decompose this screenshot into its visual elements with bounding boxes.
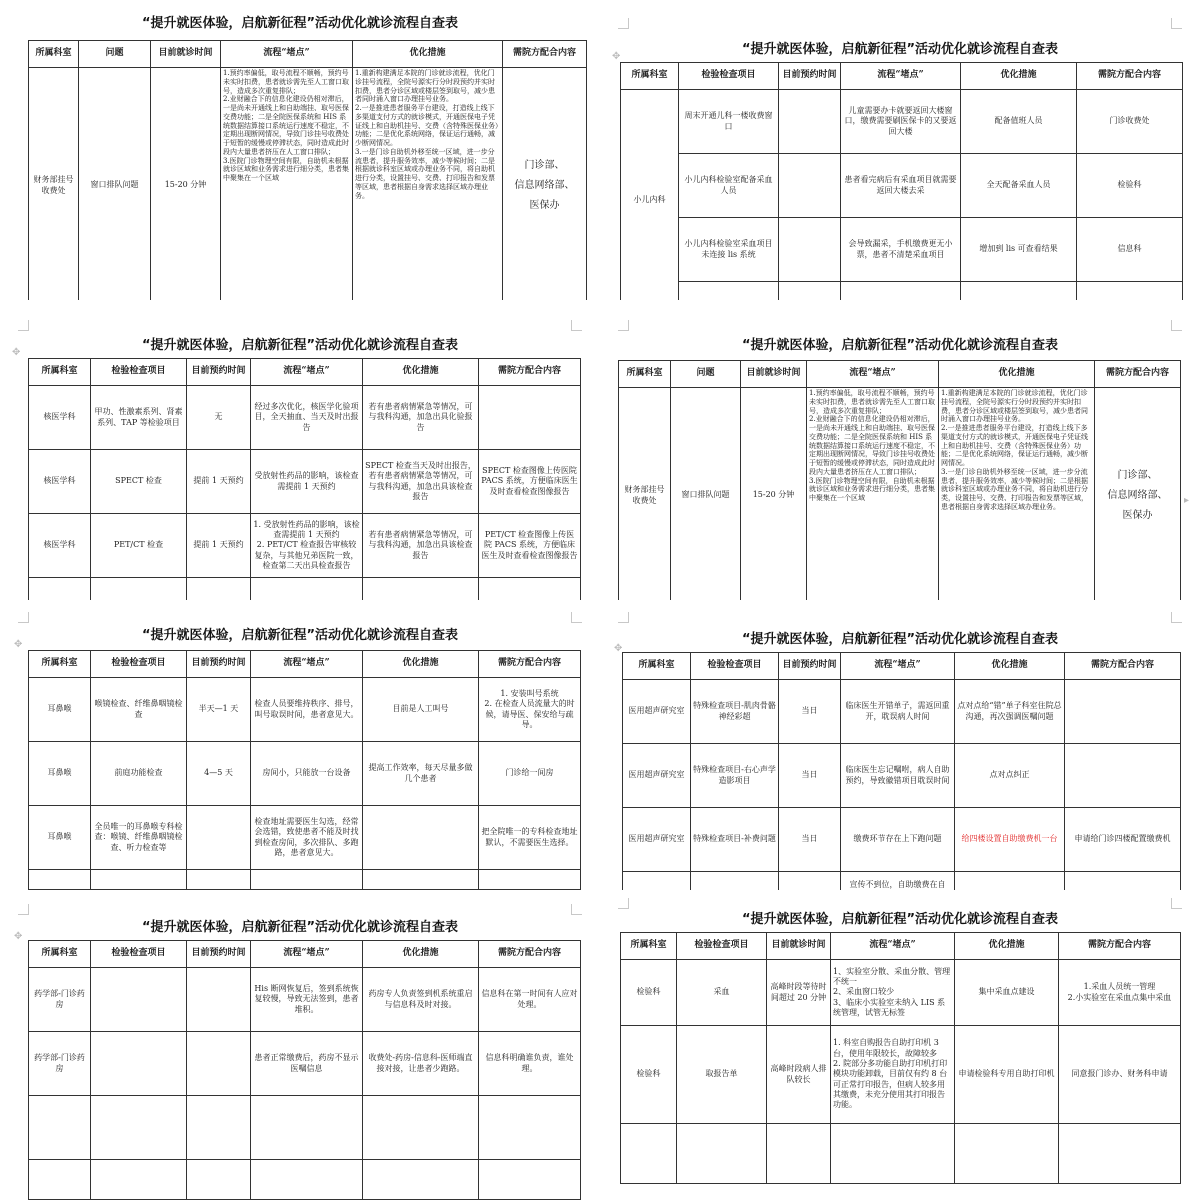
header-cell: 流程“堵点”	[807, 361, 939, 388]
table-row	[29, 450, 581, 514]
self-check-table	[28, 940, 581, 1200]
header-cell: 流程“堵点”	[251, 651, 363, 678]
block-cell: 缴费环节存在上下跑问题	[841, 808, 955, 872]
measure-cell: 目前是人工叫号	[363, 678, 479, 742]
block-cell: 检查人员要维持秩序、排号，叫号取误时间，患者意见大。	[251, 678, 363, 742]
page-title: “提升就医体验，启航新征程”活动优化就诊流程自查表	[141, 16, 459, 31]
block-cell: 患者看完病后有采血项目就需要返回大楼去采	[841, 154, 961, 218]
table-row	[621, 1026, 1181, 1124]
panel-ent: ✥ “提升就医体验，启航新征程”活动优化就诊流程自查表 所属科室 检验检查项目 目前预约时间 流程“堵点” 优化措施 需院方配合内容 耳鼻喉 喉镜检查、纤维鼻咽镜检查 半天—1 天 检查人员要维持秩序、排号，叫号取误时间，患者意见大。 目前是人工叫号 1. 安装叫号系统 2. 在检查人员流量大的时候，请导医、保安给与疏导。 耳鼻喉 前庭功能检查 4—5 天 房间小，只能放一台设备 提高工作效率，每天尽量多做几个患者 门诊给一间房 耳鼻喉 全员唯一的耳鼻喉专科检查：喉镜、纤维鼻咽镜检查、听力检查等 检查地址需要医生勾选，经常会选错，致使患者不能及时找到检查房间，多次排队、多跑路，患者意见大。 把全院唯一的专科检查地址默认，不需要医生选择。	[0, 600, 600, 890]
self-check-table	[622, 652, 1181, 892]
page-title: “提升就医体验，启航新征程”活动优化就诊流程自查表	[141, 920, 459, 935]
header-cell: 目前预约时间	[187, 651, 251, 678]
header-cell: 所属科室	[619, 361, 671, 388]
header-cell: 目前预约时间	[779, 653, 841, 680]
dept-cell: 检验科	[621, 960, 677, 1026]
table-row	[29, 68, 587, 304]
measure-cell: 药房专人负责签到机系统重启与信息科及时对接。	[363, 968, 479, 1032]
header-cell: 优化措施	[363, 941, 479, 968]
header-cell: 检验检查项目	[679, 63, 779, 90]
time-cell: 无	[187, 386, 251, 450]
header-cell: 检验检查项目	[91, 941, 187, 968]
coop-cell: 门诊部、 信息网络部、 医保办	[503, 68, 587, 304]
time-cell	[187, 1032, 251, 1096]
dept-cell: 核医学科	[29, 514, 91, 578]
coop-cell: PET/CT 检查图像上传医院 PACS 系统，方便临床医生及时查看检查图像报告	[479, 514, 581, 578]
time-cell: 高峰时段病人排队较长	[767, 1026, 831, 1124]
header-cell: 所属科室	[621, 933, 677, 960]
time-cell: 提前 1 天预约	[187, 450, 251, 514]
header-cell: 流程“堵点”	[251, 941, 363, 968]
measure-cell: 点对点纠正	[955, 744, 1065, 808]
table-row	[29, 1096, 581, 1160]
coop-cell: 检验科	[1077, 154, 1183, 218]
table-row	[29, 968, 581, 1032]
header-cell: 需院方配合内容	[503, 41, 587, 68]
header-cell: 流程“堵点”	[841, 63, 961, 90]
header-cell: 需院方配合内容	[479, 359, 581, 386]
block-cell: 1.预约率偏低，取号流程不顺畅，预约号未实时扣费，患者就诊需先至人工窗口取号，造成多次重复排队； 2.业财融合下的信息化建设仍相对滞后，一是尚未开通线上和自助端挂、取号医保交费功能；二是全院医保系统和 HIS 系统数据结算接口系统运行速度不稳定，不定期出现断网情况，导致门诊挂号收费处于短暂的缓慢或停滞状态，同时造成此时段内大量患者挤压在人工窗口排队； 3.医院门诊物理空间有限，自助机未根据就诊区域和业务需求进行细分类，患者集中聚集在一个区域	[807, 388, 939, 604]
page-title: “提升就医体验，启航新征程”活动优化就诊流程自查表	[741, 632, 1059, 647]
time-cell	[779, 90, 841, 154]
header-cell: 流程“堵点”	[841, 653, 955, 680]
page-title: “提升就医体验，启航新征程”活动优化就诊流程自查表	[741, 42, 1059, 57]
measure-cell: 点对点给“错”单子科室住院总沟通，再次强调医嘱问题	[955, 680, 1065, 744]
page-title: “提升就医体验，启航新征程”活动优化就诊流程自查表	[141, 338, 459, 353]
self-check-table	[28, 650, 581, 890]
table-header-row	[29, 359, 581, 386]
block-cell: 经过多次优化，核医学化验项目，全天抽血、当天及时出报告	[251, 386, 363, 450]
header-cell: 优化措施	[363, 359, 479, 386]
panel-registration-top	[0, 0, 600, 300]
dept-cell: 核医学科	[29, 450, 91, 514]
table-header-row	[29, 941, 581, 968]
block-cell: 1. 受放射性药品的影响，该检查需提前 1 天预约 2. PET/CT 检查报告审核较复杂，与其他兄弟医院一致，检查第二天出具检查报告	[251, 514, 363, 578]
time-cell: 高峰时段等待时间超过 20 分钟	[767, 960, 831, 1026]
header-cell: 需院方配合内容	[479, 651, 581, 678]
item-cell: 前庭功能检查	[91, 742, 187, 806]
header-cell: 需院方配合内容	[1065, 653, 1181, 680]
time-cell: 15-20 分钟	[151, 68, 221, 304]
item-cell: PET/CT 检查	[91, 514, 187, 578]
header-cell: 检验检查项目	[691, 653, 779, 680]
block-cell: 会导致漏采，手机缴费更无小票，患者不清楚采血项目	[841, 218, 961, 282]
table-row	[621, 90, 1183, 154]
coop-cell: 把全院唯一的专科检查地址默认，不需要医生选择。	[479, 806, 581, 870]
measure-cell: 1.重新构建满足本院的门诊就诊流程，优化门诊挂号流程，全院号源实行分时段预约并实时扣费，患者分诊区域或楼层签到取号，减少患者同时涌入窗口办理挂号业务。 2.一是推进患者服务平台建设，打造线上线下多渠道支付方式的就诊模式，开通医保电子凭证线上和自助机挂号、交费（含特殊医保业务）功能；二是优化系统网络，保证运行通畅，减少断网情况。 3.一是门诊自助机外移至统一区域，进一步分流患者，提升服务效率，减少等候时间；二是根据就诊科室区域或办理业务不同，将自助机进行分类，设置挂号、交费、打印报告和发票等区域，患者根据自身需求选择区域办理业务。	[353, 68, 503, 304]
header-cell: 流程“堵点”	[831, 933, 955, 960]
measure-cell: 若有患者病情紧急等情况，可与我科沟通，加急出具化验报告	[363, 386, 479, 450]
header-cell: 需院方配合内容	[1095, 361, 1181, 388]
table-row	[621, 1124, 1181, 1184]
measure-cell: 申请检验科专用自助打印机	[955, 1026, 1059, 1124]
block-cell: 1、实验室分散、采血分散、管理不统一 2、采血窗口较少 3、临床小实验室未纳入 LIS 系统管理，试管无标签	[831, 960, 955, 1026]
measure-cell: 1.重新构建满足本院的门诊就诊流程，优化门诊挂号流程，全院号源实行分时段预约并实时扣费，患者分诊区域或楼层签到取号，减少患者同时涌入窗口办理挂号业务。 2.一是推进患者服务平台建设，打造线上线下多渠道支付方式的就诊模式，开通医保电子凭证线上和自助机挂号、交费（含特殊医保业务）功能；二是优化系统网络，保证运行通畅，减少断网情况。 3.一是门诊自助机外移至统一区域，进一步分流患者，提升服务效率，减少等候时间；二是根据就诊科室区域或办理业务不同，将自助机进行分类，设置挂号、交费、打印报告和发票等区域，患者根据自身需求选择区域办理业务。	[939, 388, 1095, 604]
table-header-row	[619, 361, 1181, 388]
table-row	[623, 808, 1181, 872]
coop-cell: 信息科明确谁负责，谁处理。	[479, 1032, 581, 1096]
header-cell: 需院方配合内容	[1059, 933, 1181, 960]
header-cell: 目前预约时间	[779, 63, 841, 90]
measure-cell: 给四楼设置自助缴费机一台	[955, 808, 1065, 872]
dept-cell: 耳鼻喉	[29, 806, 91, 870]
time-cell	[187, 806, 251, 870]
time-cell: 15-20 分钟	[741, 388, 807, 604]
header-cell: 目前就诊时间	[151, 41, 221, 68]
self-check-table	[620, 62, 1183, 312]
dept-cell: 医用超声研究室	[623, 680, 691, 744]
header-cell: 所属科室	[29, 41, 79, 68]
header-cell: 目前就诊时间	[741, 361, 807, 388]
header-cell: 检验检查项目	[677, 933, 767, 960]
header-cell: 所属科室	[29, 359, 91, 386]
item-cell: 特殊检查项目-肌肉骨骼神经彩超	[691, 680, 779, 744]
block-cell: His 断网恢复后，签到系统恢复较慢，导致无法签到，患者堆积。	[251, 968, 363, 1032]
measure-cell: 全天配备采血人员	[961, 154, 1077, 218]
block-cell: 1.预约率偏低，取号流程不顺畅，预约号未实时扣费，患者就诊需先至人工窗口取号，造成多次重复排队； 2.业财融合下的信息化建设仍相对滞后，一是尚未开通线上和自助端挂、取号医保交费功能；二是全院医保系统和 HIS 系统数据结算接口系统运行速度不稳定，不定期出现断网情况，导致门诊挂号收费处于短暂的缓慢或停滞状态，同时造成此时段内大量患者挤压在人工窗口排队； 3.医院门诊物理空间有限，自助机未根据就诊区域和业务需求进行细分类，患者集中聚集在一个区域	[221, 68, 353, 304]
item-cell: SPECT 检查	[91, 450, 187, 514]
table-row	[621, 154, 1183, 218]
time-cell: 4—5 天	[187, 742, 251, 806]
header-cell: 所属科室	[29, 941, 91, 968]
page-title: “提升就医体验，启航新征程”活动优化就诊流程自查表	[141, 628, 459, 643]
header-cell: 目前预约时间	[187, 941, 251, 968]
self-check-table	[28, 358, 581, 608]
measure-cell	[363, 806, 479, 870]
header-cell: 优化措施	[939, 361, 1095, 388]
time-cell: 当日	[779, 680, 841, 744]
panel-pharmacy: ✥ “提升就医体验，启航新征程”活动优化就诊流程自查表 所属科室 检验检查项目 目前预约时间 流程“堵点” 优化措施 需院方配合内容 药学部-门诊药房 His 断网恢复后，签到系统恢复较慢，导致无法签到，患者堆积。 药房专人负责签到机系统重启与信息科及时对接。 信息科在第一时间有人应对处理。 药学部-门诊药房 患者正常缴费后，药房不显示医嘱信息 收费处-药房-信息科-医师端直接对接，让患者少跑路。 信息科明确谁负责，谁处理。	[0, 890, 600, 1200]
self-check-table	[618, 360, 1181, 604]
dept-cell: 耳鼻喉	[29, 678, 91, 742]
self-check-table	[28, 40, 587, 304]
issue-cell: 窗口排队问题	[79, 68, 151, 304]
panel-registration: “提升就医体验，启航新征程”活动优化就诊流程自查表 ▸ 所属科室 问题 目前就诊时间 流程“堵点” 优化措施 需院方配合内容 财务部挂号收费处 窗口排队问题 15-20 分钟 1.预约率偏低，取号流程不顺畅，预约号未实时扣费，患者就诊需先至人工窗口取号，造成多次重复排队； 2.业财融合下的信息化建设仍相对滞后，一是尚未开通线上和自助端挂、取号医保交费功能；二是全院医保系统和 HIS 系统数据结算接口系统运行速度不稳定，不定期出现断网情况，导致门诊挂号收费处于短暂的缓慢或停滞状态，同时造成此时段内大量患者挤压在人工窗口排队； 3.医院门诊物理空间有限，自助机未根据就诊区域和业务需求进行细分类，患者集中聚集在一个区域 1.重新构建满足本院的门诊就诊流程，优化门诊挂号流程，全院号源实行分时段预约并实时扣费，患者分诊区域或楼层签到取号，减少患者同时涌入窗口办理挂号业务。 2.一是推进患者服务平台建设，打造线上线下多渠道支付方式的就诊模式，开通医保电子凭证线上和自助机挂号、交费（含特殊医保业务）功能；二是优化系统网络，保证运行通畅，减少断网情况。 3.一是门诊自助机外移至统一区域，进一步分流患者，提升服务效率，减少等候时间；二是根据就诊科室区域或办理业务不同，将自助机进行分类，设置挂号、交费、打印报告和发票等区域，患者根据自身需求选择区域办理业务。 门诊部、 信息网络部、 医保办	[600, 300, 1200, 600]
self-check-table	[620, 932, 1181, 1184]
block-cell: 房间小，只能放一台设备	[251, 742, 363, 806]
table-row	[623, 680, 1181, 744]
item-cell	[91, 1032, 187, 1096]
page-title: “提升就医体验，启航新征程”活动优化就诊流程自查表	[741, 912, 1059, 927]
block-cell: 临床医生开错单子，需返回重开，耽误病人时间	[841, 680, 955, 744]
coop-cell: 1. 安装叫号系统 2. 在检查人员流量大的时候，请导医、保安给与疏导。	[479, 678, 581, 742]
measure-cell: 提高工作效率，每天尽量多做几个患者	[363, 742, 479, 806]
table-row	[29, 678, 581, 742]
coop-cell	[1065, 680, 1181, 744]
measure-cell: 收费处-药房-信息科-医师端直接对接，让患者少跑路。	[363, 1032, 479, 1096]
block-cell: 临床医生忘记嘱咐，病人自助预约，导致徽错项目耽误时间	[841, 744, 955, 808]
header-cell: 检验检查项目	[91, 651, 187, 678]
page-title: “提升就医体验，启航新征程”活动优化就诊流程自查表	[741, 338, 1059, 353]
header-cell: 优化措施	[955, 653, 1065, 680]
header-cell: 优化措施	[955, 933, 1059, 960]
item-cell: 周末开通儿科一楼收费窗口	[679, 90, 779, 154]
coop-cell: SPECT 检查图像上传医院 PACS 系统，方便临床医生及时查看检查图像报告	[479, 450, 581, 514]
coop-cell: 信息科	[1077, 218, 1183, 282]
coop-cell: 1.采血人员统一管理 2.小实验室在采血点集中采血	[1059, 960, 1181, 1026]
table-row	[29, 386, 581, 450]
coop-cell: 同意报门诊办、财务科申请	[1059, 1026, 1181, 1124]
issue-cell: 窗口排队问题	[671, 388, 741, 604]
table-row	[621, 218, 1183, 282]
dept-cell: 耳鼻喉	[29, 742, 91, 806]
header-cell: 流程“堵点”	[251, 359, 363, 386]
time-cell	[779, 154, 841, 218]
time-cell	[779, 218, 841, 282]
coop-cell: 门诊收费处	[1077, 90, 1183, 154]
coop-cell	[479, 386, 581, 450]
table-header-row	[623, 653, 1181, 680]
block-cell: 1. 科室自购报告自助打印机 3 台，使用年限较长，故障较多 2. 院部分多功能自助打印机打印模块功能卸载，目前仅有约 8 台可正常打印报告，但病人较多用其缴费，未充分使用其打印报告功能。	[831, 1026, 955, 1124]
table-row	[623, 744, 1181, 808]
block-cell: 检查地址需要医生勾选，经常会选错，致使患者不能及时找到检查房间，多次排队、多跑路，患者意见大。	[251, 806, 363, 870]
table-row	[29, 806, 581, 870]
item-cell: 取报告单	[677, 1026, 767, 1124]
table-row	[29, 1032, 581, 1096]
dept-cell: 检验科	[621, 1026, 677, 1124]
header-cell: 问题	[79, 41, 151, 68]
measure-cell: 配备值班人员	[961, 90, 1077, 154]
item-cell: 甲功、性激素系列、肾素系列、TAP 等检验项目	[91, 386, 187, 450]
measure-cell: SPECT 检查当天及时出报告，若有患者病情紧急等情况，可与我科沟通，加急出具该检查报告	[363, 450, 479, 514]
time-cell: 当日	[779, 744, 841, 808]
coop-cell: 申请给门诊四楼配置缴费机	[1065, 808, 1181, 872]
dept-cell: 医用超声研究室	[623, 744, 691, 808]
coop-cell: 信息科在第一时间有人应对处理。	[479, 968, 581, 1032]
coop-cell: 门诊给一间房	[479, 742, 581, 806]
block-cell: 受放射性药品的影响，该检查需提前 1 天预约	[251, 450, 363, 514]
header-cell: 所属科室	[29, 651, 91, 678]
dept-cell: 药学部-门诊药房	[29, 1032, 91, 1096]
item-cell: 小儿内科检验室采血项目未连接 lis 系统	[679, 218, 779, 282]
item-cell: 小儿内科检验室配备采血人员	[679, 154, 779, 218]
header-cell: 需院方配合内容	[1077, 63, 1183, 90]
item-cell: 特殊检查项目-右心声学造影项目	[691, 744, 779, 808]
table-header-row	[29, 651, 581, 678]
header-cell: 优化措施	[353, 41, 503, 68]
block-cell: 宣传不到位，自助缴费在自	[841, 872, 955, 892]
item-cell: 全员唯一的耳鼻喉专科检查：喉镜、纤维鼻咽镜检查、听力检查等	[91, 806, 187, 870]
block-cell: 患者正常缴费后，药房不显示医嘱信息	[251, 1032, 363, 1096]
time-cell: 半天—1 天	[187, 678, 251, 742]
header-cell: 流程“堵点”	[221, 41, 353, 68]
time-cell	[187, 968, 251, 1032]
coop-cell: 门诊部、 信息网络部、 医保办	[1095, 388, 1181, 604]
dept-cell: 医用超声研究室	[623, 808, 691, 872]
dept-cell: 核医学科	[29, 386, 91, 450]
header-cell: 所属科室	[623, 653, 691, 680]
table-header-row	[621, 933, 1181, 960]
header-cell: 所属科室	[621, 63, 679, 90]
table-row	[621, 960, 1181, 1026]
header-cell: 需院方配合内容	[479, 941, 581, 968]
measure-cell: 增加到 lis 可查看结果	[961, 218, 1077, 282]
item-cell: 喉镜检查、纤维鼻咽镜检查	[91, 678, 187, 742]
header-cell: 检验检查项目	[91, 359, 187, 386]
dept-cell: 财务部挂号收费处	[29, 68, 79, 304]
dept-cell: 财务部挂号收费处	[619, 388, 671, 604]
panel-ultrasound: ✥ “提升就医体验，启航新征程”活动优化就诊流程自查表 所属科室 检验检查项目 目前预约时间 流程“堵点” 优化措施 需院方配合内容 医用超声研究室 特殊检查项目-肌肉骨骼神经彩超 当日 临床医生开错单子，需返回重开，耽误病人时间 点对点给“错”单子科室住院总沟通，再次强调医嘱问题 医用超声研究室 特殊检查项目-右心声学造影项目 当日 临床医生忘记嘱咐，病人自助预约，导致徽错项目耽误时间 点对点纠正 医用超声研究室 特殊检查项目-补费问题 当日 缴费环节存在上下跑问题 给四楼设置自助缴费机一台 申请给门诊四楼配置缴费机 宣传不到位，自助缴费在自	[600, 600, 1200, 890]
panel-laboratory	[600, 890, 1200, 1200]
table-row	[619, 388, 1181, 604]
header-cell: 目前预约时间	[187, 359, 251, 386]
header-cell: 目前就诊时间	[767, 933, 831, 960]
table-header-row	[29, 41, 587, 68]
item-cell	[91, 968, 187, 1032]
item-cell: 特殊检查项目-补费问题	[691, 808, 779, 872]
coop-cell	[1065, 744, 1181, 808]
panel-pediatrics: ✥ “提升就医体验，启航新征程”活动优化就诊流程自查表 所属科室 检验检查项目 目前预约时间 流程“堵点” 优化措施 需院方配合内容 小儿内科 周末开通儿科一楼收费窗口 儿童需要办卡就要返回大楼窗口，缴费需要刷医保卡的又要返回大楼 配备值班人员 门诊收费处 小儿内科检验室配备采血人员 患者看完病后有采血项目就需要返回大楼去采 全天配备采血人员 检验科 小儿内科检验室采血项目未连接 lis 系统 会导致漏采，手机缴费更无小票，患者不清楚采血项目 增加到 lis 可查看结果 信息科	[600, 0, 1200, 300]
header-cell: 优化措施	[961, 63, 1077, 90]
item-cell: 采血	[677, 960, 767, 1026]
time-cell: 当日	[779, 808, 841, 872]
measure-cell: 集中采血点建设	[955, 960, 1059, 1026]
measure-cell: 若有患者病情紧急等情况，可与我科沟通，加急出具该检查报告	[363, 514, 479, 578]
panel-nuclear-medicine: ✥ “提升就医体验，启航新征程”活动优化就诊流程自查表 所属科室 检验检查项目 目前预约时间 流程“堵点” 优化措施 需院方配合内容 核医学科 甲功、性激素系列、肾素系列、TAP 等检验项目 无 经过多次优化，核医学化验项目，全天抽血、当天及时出报告 若有患者病情紧急等情况，可与我科沟通，加急出具化验报告 核医学科 SPECT 检查 提前 1 天预约 受放射性药品的影响，该检查需提前 1 天预约 SPECT 检查当天及时出报告，若有患者病情紧急等情况，可与我科沟通，加急出具该检查报告 SPECT 检查图像上传医院 PACS 系统，方便临床医生及时查看检查图像报告 核医学科 PET/CT 检查 提前 1 天预约 1. 受放射性药品的影响，该检查需提前 1 天预约 2. PET/CT 检查报告审核较复杂，与其他兄弟医院一致，检查第二天出具检查报告 若有患者病情紧急等情况，可与我科沟通，加急出具该检查报告 PET/CT 检查图像上传医院 PACS 系统，方便临床医生及时查看检查图像报告	[0, 300, 600, 600]
table-header-row	[621, 63, 1183, 90]
dept-cell: 小儿内科	[621, 90, 679, 312]
dept-cell: 药学部-门诊药房	[29, 968, 91, 1032]
header-cell: 优化措施	[363, 651, 479, 678]
header-cell: 问题	[671, 361, 741, 388]
table-row	[29, 742, 581, 806]
block-cell: 儿童需要办卡就要返回大楼窗口，缴费需要刷医保卡的又要返回大楼	[841, 90, 961, 154]
table-row	[29, 1160, 581, 1200]
time-cell: 提前 1 天预约	[187, 514, 251, 578]
table-row	[29, 514, 581, 578]
